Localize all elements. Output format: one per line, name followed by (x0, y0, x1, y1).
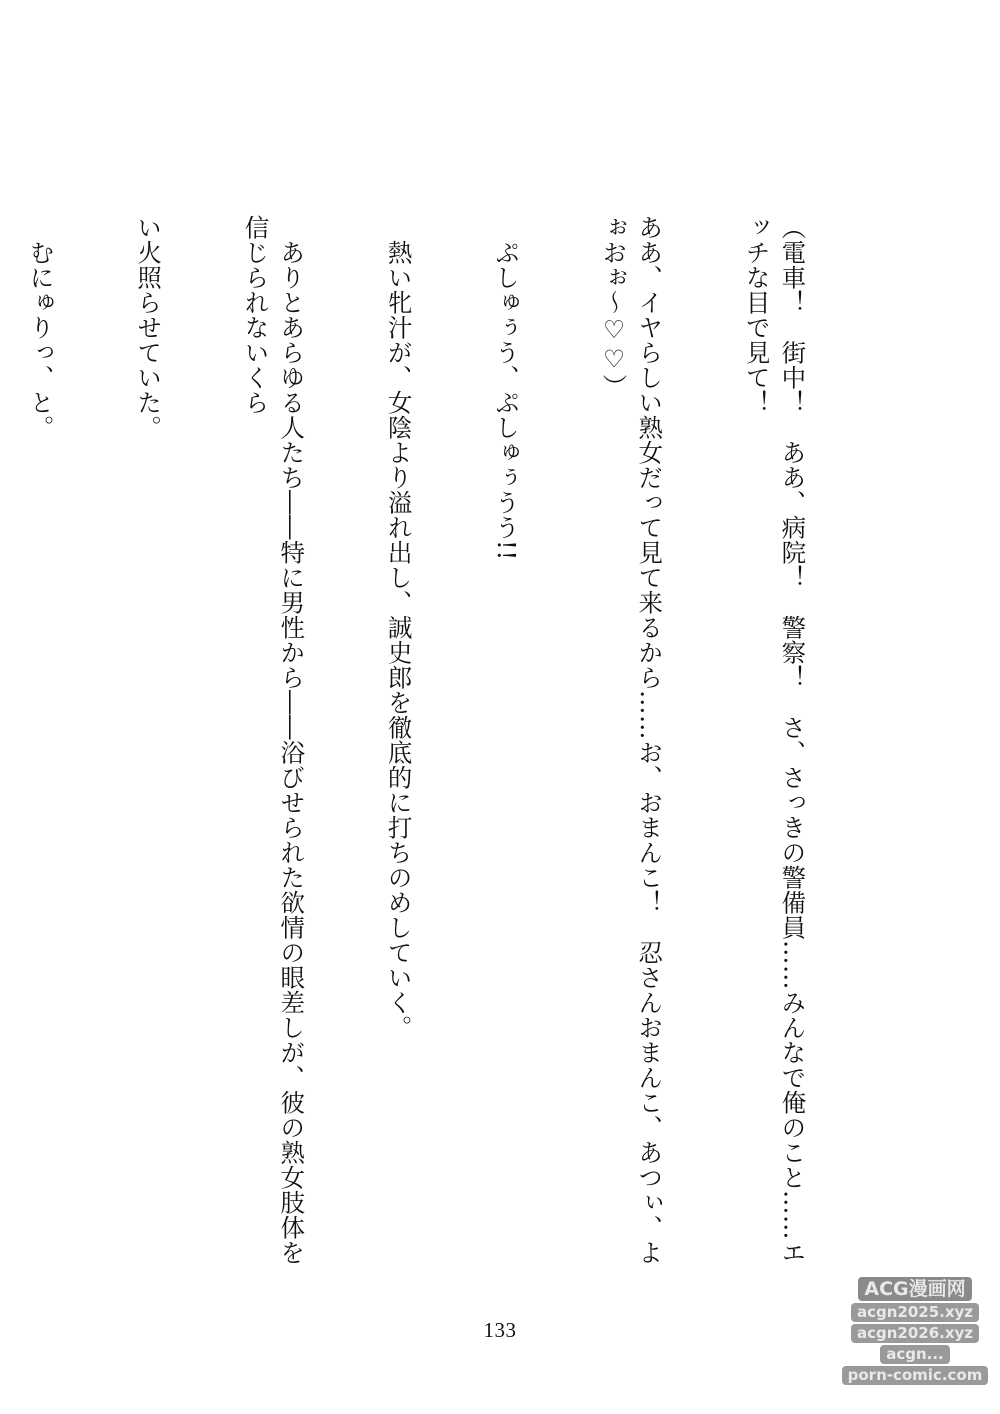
text-line: ああ、イヤらしい熟女だって見て来るから……お、おまんこ！ 忍さんおまんこ、あつぃ、よぉおぉ～♡♡） (599, 215, 665, 1265)
text-line: ありとあらゆる人たち――特に男性から――浴びせられた欲情の眼差しが、彼の熟女肢体を信じられないくら (241, 215, 307, 1265)
watermark-url: acgn... (880, 1345, 950, 1364)
watermark-url: acgn2026.xyz (851, 1324, 979, 1343)
watermark-logo: ACG漫画网 (858, 1277, 971, 1301)
watermark-url: acgn2025.xyz (851, 1303, 979, 1322)
text-line: 熱い牝汁が、女陰より溢れ出し、誠史郎を徹底的に打ちのめしていく。 (384, 215, 414, 1040)
vertical-text-body (26, 215, 882, 1275)
text-line: （電車！ 街中！ ああ、病院！ 警察！ さ、さっきの警備員……みんなで俺のこと……エッチな目で見て！ (742, 215, 808, 1265)
text-line: い火照らせていた。 (134, 215, 164, 440)
page-number: 133 (483, 1318, 517, 1342)
site-watermark (840, 1277, 990, 1387)
text-line: ぷしゅぅう、ぷしゅぅうう!! (492, 215, 522, 561)
text-line: むにゅりっ、と。 (26, 215, 56, 440)
watermark-url: porn-comic.com (842, 1366, 989, 1385)
